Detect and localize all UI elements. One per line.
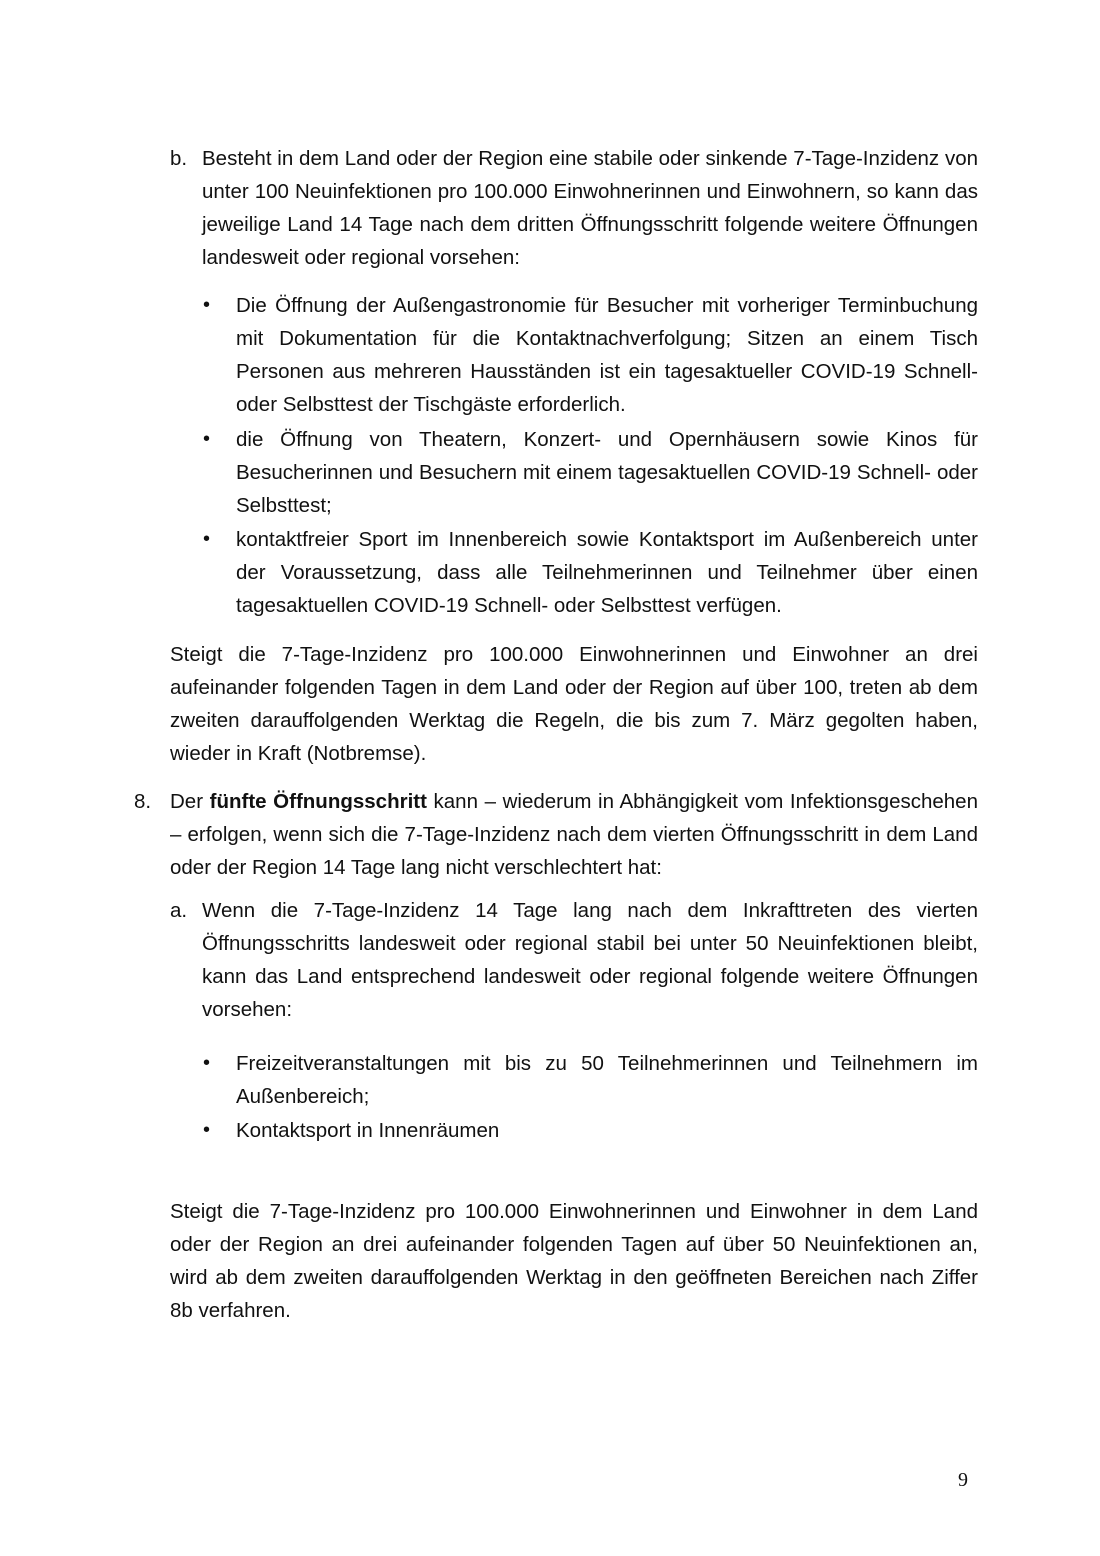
bullet-dot-icon: • bbox=[203, 1052, 211, 1074]
item-b-text: Besteht in dem Land oder der Region eine stabile oder sinkende 7-Tage-Inzidenz von unter 100 Neuinfektionen pro 100.000 Einwohnerinnen und Einwohnern, so kann das jeweilige Land 14 Tage nach dem dritten Öffnungsschritt folgende weitere Öffnungen landesweit oder regional vorsehen: bbox=[202, 147, 978, 269]
bullet-text: Freizeitveranstaltungen mit bis zu 50 Teilnehmerinnen und Teilnehmern im Außenbereich; bbox=[236, 1052, 978, 1108]
item-8-text bbox=[170, 785, 978, 884]
bullet-text: Die Öffnung der Außengastronomie für Besucher mit vorheriger Terminbuchung mit Dokumentation für die Kontaktnachverfolgung; Sitzen an einem Tisch Personen aus mehreren Hausständen ist ein tagesaktueller COVID-19 Schnell- oder Selbsttest der Tischgäste erforderlich. bbox=[236, 294, 978, 416]
item-8-intro-after: kann – wiederum in Abhängigkeit vom Infektionsgeschehen – erfolgen, wenn sich die 7-Tage-Inzidenz nach dem vierten Öffnungsschritt in dem Land oder der Region 14 Tage lang nicht verschlechtert hat: bbox=[170, 790, 978, 879]
item-b-marker: b. bbox=[170, 147, 188, 170]
closing-paragraph: Steigt die 7-Tage-Inzidenz pro 100.000 Einwohnerinnen und Einwohner in dem Land oder der Region an drei aufeinander folgenden Tagen auf über 50 Neuinfektionen an, wird ab dem zweiten darauffolgenden Werktag in den geöffneten Bereichen nach Ziffer 8b verfahren. bbox=[170, 1200, 978, 1322]
bullet-item bbox=[203, 1047, 978, 1113]
item-a-marker: a. bbox=[170, 899, 188, 922]
bullet-item bbox=[203, 523, 978, 622]
bullet-text: Kontaktsport in Innenräumen bbox=[236, 1119, 500, 1142]
notbremse-paragraph: Steigt die 7-Tage-Inzidenz pro 100.000 Einwohnerinnen und Einwohner an drei aufeinander folgenden Tagen in dem Land oder der Region auf über 100, treten ab dem zweiten darauffolgenden Werktag die Regeln, die bis zum 7. März gegolten haben, wieder in Kraft (Notbremse). bbox=[170, 643, 978, 765]
page-number: 9 bbox=[958, 1469, 968, 1491]
bullet-dot-icon: • bbox=[203, 528, 211, 550]
item-a-text: Wenn die 7-Tage-Inzidenz 14 Tage lang nach dem Inkrafttreten des vierten Öffnungsschritts landesweit oder regional stabil bei unter 50 Neuinfektionen bleibt, kann das Land entsprechend landesweit oder regional folgende weitere Öffnungen vorsehen: bbox=[202, 899, 978, 1021]
bullet-item bbox=[203, 289, 978, 421]
bullet-dot-icon: • bbox=[203, 294, 211, 316]
item-8-marker: 8. bbox=[134, 790, 152, 813]
bullet-text: kontaktfreier Sport im Innenbereich sowie Kontaktsport im Außenbereich unter der Voraussetzung, dass alle Teilnehmerinnen und Teilnehmer über einen tagesaktuellen COVID-19 Schnell- oder Selbsttest verfügen. bbox=[236, 528, 978, 617]
item-8-intro-before: Der bbox=[170, 790, 204, 813]
bullet-dot-icon: • bbox=[203, 428, 211, 450]
bullet-dot-icon: • bbox=[203, 1119, 211, 1141]
bullet-item bbox=[203, 423, 978, 522]
bullet-text: die Öffnung von Theatern, Konzert- und Opernhäusern sowie Kinos für Besucherinnen und Besuchern mit einem tagesaktuellen COVID-19 Schnell- oder Selbsttest; bbox=[236, 428, 978, 517]
bullet-item bbox=[203, 1114, 978, 1147]
item-8-bold-phrase: fünfte Öffnungsschritt bbox=[209, 790, 427, 813]
